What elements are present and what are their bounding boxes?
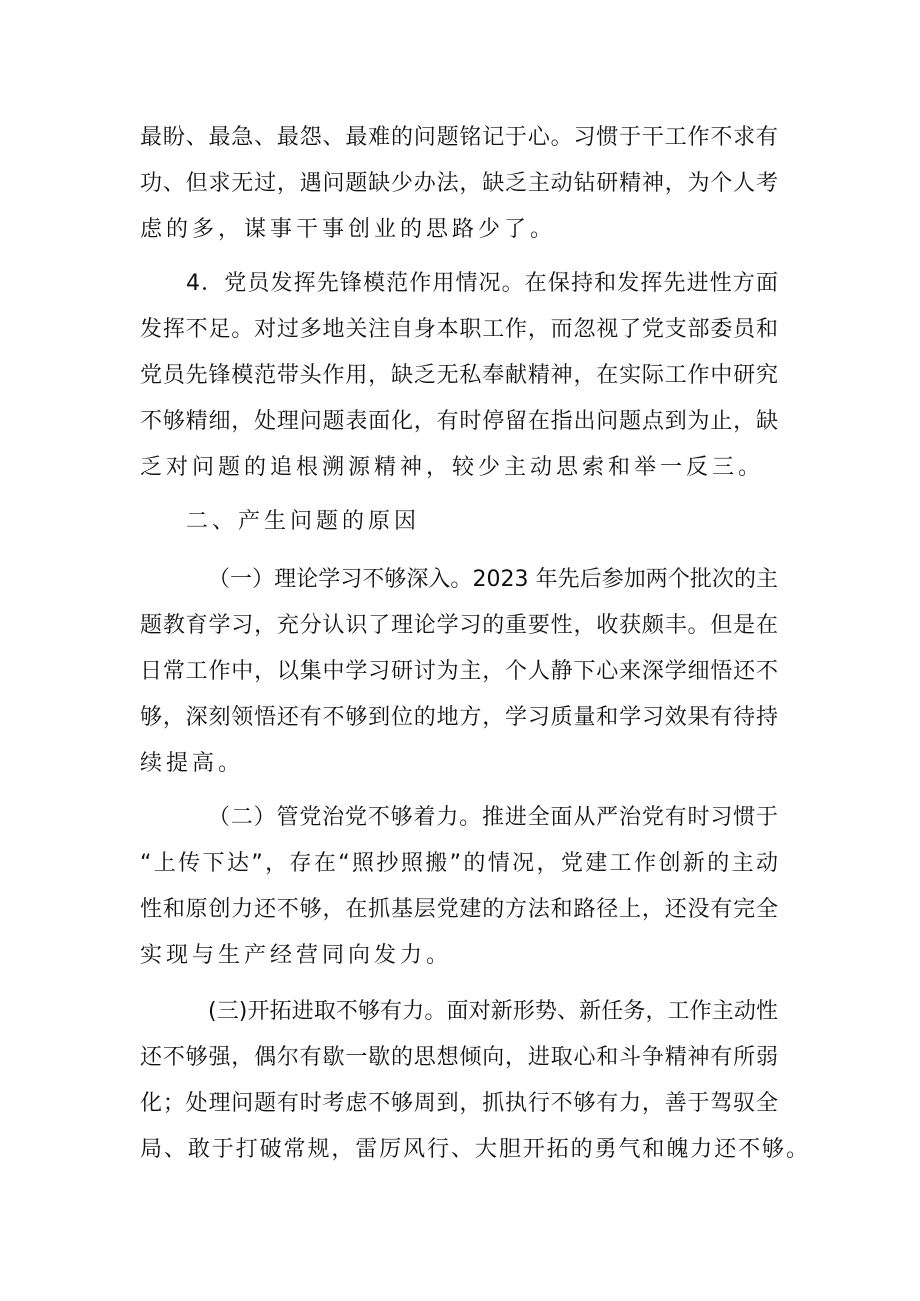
text-line-content: 日常工作中，以集中学习研讨为主，个人静下心来深学细悟还不 xyxy=(140,659,779,684)
text-line-content: （二）管党治党不够着力。推进全面从严治党有时习惯于 xyxy=(208,805,779,830)
text-line xyxy=(0,116,920,160)
text-line xyxy=(0,742,920,786)
text-line xyxy=(0,446,920,490)
text-line-content: 乏对问题的追根溯源精神，较少主动思索和举一反三。 xyxy=(140,455,765,480)
text-line xyxy=(0,934,920,978)
text-line-content: 党员先锋模范带头作用，缺乏无私奉献精神，在实际工作中研究 xyxy=(140,363,779,388)
text-line xyxy=(0,354,920,398)
section-heading xyxy=(0,500,920,544)
text-line-content: 实现与生产经营同向发力。 xyxy=(140,943,453,968)
text-line-content: 发挥不足。对过多地关注自身本职工作，而忽视了党支部委员和 xyxy=(140,317,779,342)
text-line-content: 够，深刻领悟还有不够到位的地方，学习质量和学习效果有待持 xyxy=(140,705,779,730)
text-line-content: 4．党员发挥先锋模范作用情况。在保持和发挥先进性方面 xyxy=(186,271,780,296)
text-line-content: 续提高。 xyxy=(140,751,245,776)
text-line-content: 还不够强，偶尔有歇一歇的思想倾向，进取心和斗争精神有所弱 xyxy=(140,1045,779,1070)
text-line xyxy=(0,558,920,602)
text-line xyxy=(0,696,920,740)
text-line xyxy=(0,208,920,252)
text-line-content: 化；处理问题有时考虑不够周到，抓执行不够有力，善于驾驭全 xyxy=(140,1091,779,1116)
text-line-content: 局、敢于打破常规，雷厉风行、大胆开拓的勇气和魄力还不够。 xyxy=(140,1137,810,1162)
text-line xyxy=(0,604,920,648)
text-line xyxy=(0,650,920,694)
text-line xyxy=(0,400,920,444)
text-line xyxy=(0,888,920,932)
text-line-content: 性和原创力还不够，在抓基层党建的方法和路径上，还没有完全 xyxy=(140,897,779,922)
text-line xyxy=(0,162,920,206)
text-line xyxy=(0,262,920,306)
text-line-content: 功、但求无过，遇问题缺少办法，缺乏主动钻研精神，为个人考 xyxy=(140,171,779,196)
section-heading-text: 二、产生问题的原因 xyxy=(186,509,421,534)
text-line xyxy=(0,1036,920,1080)
text-line-content: 虑的多，谋事干事创业的思路少了。 xyxy=(140,217,557,242)
text-line-content: (三)开拓进取不够有力。面对新形势、新任务，工作主动性 xyxy=(208,999,779,1024)
text-line-content: “上传下达”，存在“照抄照搬”的情况，党建工作创新的主动 xyxy=(140,851,781,876)
text-line xyxy=(0,842,920,886)
text-line xyxy=(0,1128,920,1172)
text-line-content: 不够精细，处理问题表面化，有时停留在指出问题点到为止，缺 xyxy=(140,409,779,434)
text-line xyxy=(0,1082,920,1126)
text-line-content: 最盼、最急、最怨、最难的问题铭记于心。习惯于干工作不求有 xyxy=(140,125,779,150)
text-line-content: 题教育学习，充分认识了理论学习的重要性，收获颇丰。但是在 xyxy=(140,613,779,638)
text-line xyxy=(0,796,920,840)
text-line-content: （一）理论学习不够深入。2023 年先后参加两个批次的主 xyxy=(208,567,779,592)
text-line xyxy=(0,308,920,352)
text-line xyxy=(0,990,920,1034)
